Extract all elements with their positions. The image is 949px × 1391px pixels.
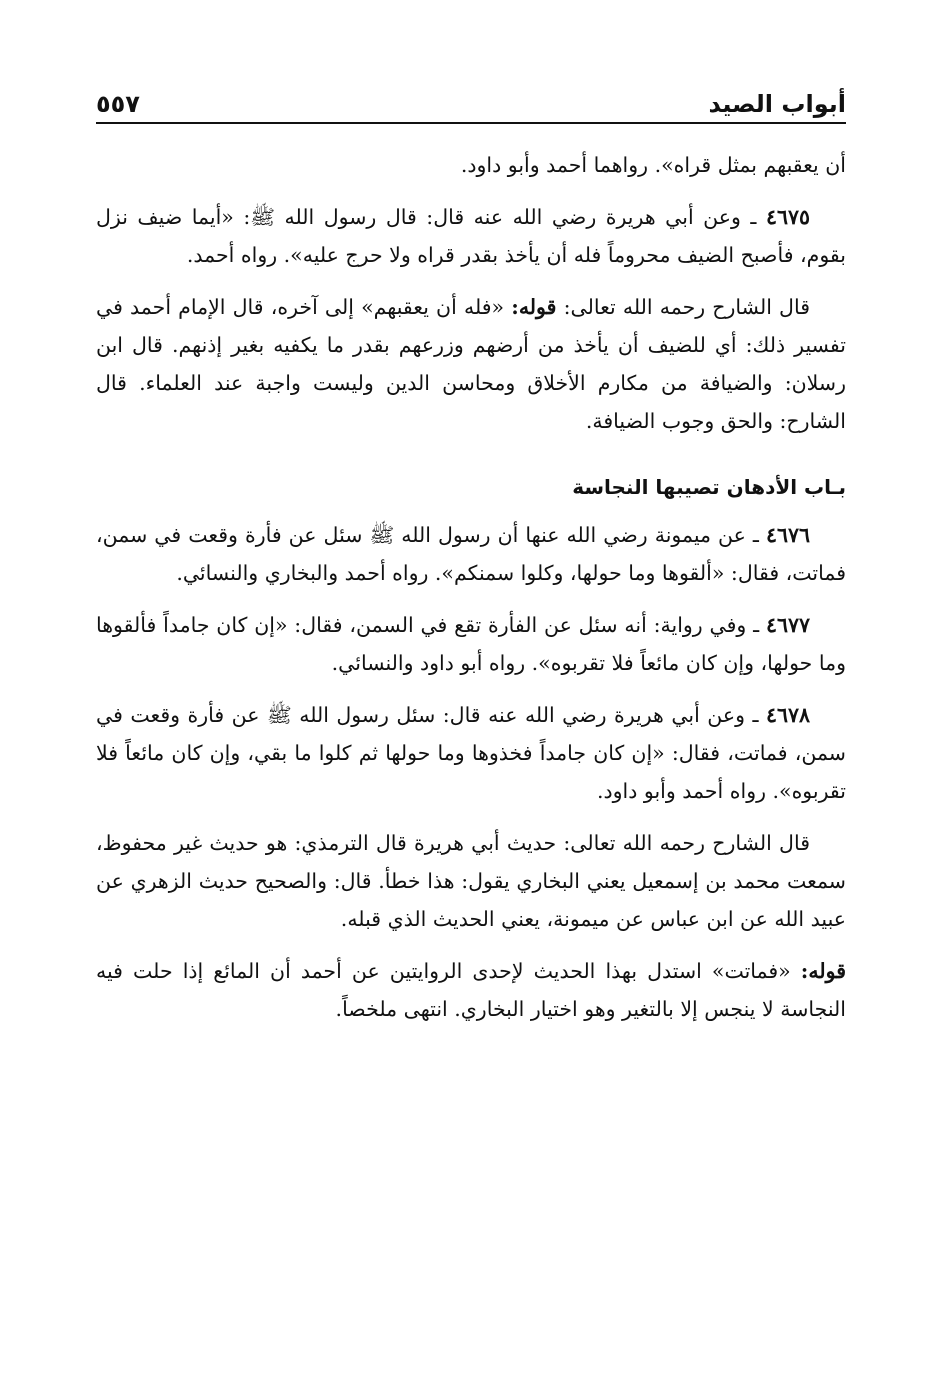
- section-heading: بـاب الأدهان تصيبها النجاسة: [572, 475, 846, 499]
- commentary-text: «فله أن يعقبهم» إلى آخره، قال الإمام أحمد في تفسير ذلك: أي للضيف أن يأخذ من أرضهم وزرعهم بقدر ما يكفيه بغير إذنهم. قال ابن رسلان: والضيافة من مكارم الأخلاق ومحاسن الدين وليست واجبة عند العلماء. قال الشارح: والحق وجوب الضيافة.: [96, 295, 846, 433]
- hadith-number: ٤٦٧٦: [765, 523, 810, 547]
- hadith-number: ٤٦٧٥: [765, 205, 810, 229]
- keyword-qawluhu: قوله:: [800, 959, 846, 983]
- hadith-4675: [96, 198, 846, 274]
- paragraph-continuation: [96, 146, 846, 184]
- keyword-qawluhu: قوله:: [511, 295, 557, 319]
- running-title: أبواب الصيد: [708, 90, 846, 118]
- page-header: [96, 78, 846, 124]
- hadith-number: ٤٦٧٨: [765, 703, 810, 727]
- hadith-4676: [96, 516, 846, 592]
- page-body: [96, 146, 846, 1028]
- paragraph-text: أن يعقبهم بمثل قراه». رواهما أحمد وأبو داود.: [460, 153, 846, 177]
- hadith-text: ـ وعن أبي هريرة رضي الله عنه قال: قال رسول الله ﷺ: «أيما ضيف نزل بقوم، فأصبح الضيف محروماً فله أن يأخذ بقدر قراه ولا حرج عليه». رواه أحمد.: [96, 205, 846, 267]
- hadith-text: ـ وعن أبي هريرة رضي الله عنه قال: سئل رسول الله ﷺ عن فأرة وقعت في سمن، فماتت، فقال: «إن كان جامداً فخذوها وما حولها ثم كلوا ما بقي، وإن كان مائعاً فلا تقربوه». رواه أحمد وأبو داود.: [96, 703, 846, 803]
- hadith-text: ـ وفي رواية: أنه سئل عن الفأرة تقع في السمن، فقال: «إن كان جامداً فألقوها وما حولها، وإن كان مائعاً فلا تقربوه». رواه أبو داود والنسائي.: [96, 613, 846, 675]
- commentary-paragraph-3: [96, 952, 846, 1028]
- hadith-number: ٤٦٧٧: [765, 613, 810, 637]
- commentary-text: «فماتت» استدل بهذا الحديث لإحدى الروايتين عن أحمد أن المائع إذا حلت فيه النجاسة لا ينجس إلا بالتغير وهو اختيار البخاري. انتهى ملخصاً.: [96, 959, 846, 1021]
- hadith-4678: [96, 696, 846, 810]
- hadith-4677: [96, 606, 846, 682]
- commentary-text: قال الشارح رحمه الله تعالى: حديث أبي هريرة قال الترمذي: هو حديث غير محفوظ، سمعت محمد بن إسمعيل يعني البخاري يقول: هذا خطأ. قال: والصحيح حديث الزهري عن عبيد الله عن ابن عباس عن ميمونة، يعني الحديث الذي قبله.: [96, 831, 846, 931]
- hadith-text: ـ عن ميمونة رضي الله عنها أن رسول الله ﷺ سئل عن فأرة وقعت في سمن، فماتت، فقال: «ألقوها وما حولها، وكلوا سمنكم». رواه أحمد والبخاري والنسائي.: [96, 523, 846, 585]
- page-number: ٥٥٧: [96, 90, 140, 118]
- commentary-paragraph-2: [96, 824, 846, 938]
- book-page: [96, 78, 846, 1042]
- commentary-intro: قال الشارح رحمه الله تعالى:: [556, 295, 810, 319]
- commentary-paragraph-1: [96, 288, 846, 440]
